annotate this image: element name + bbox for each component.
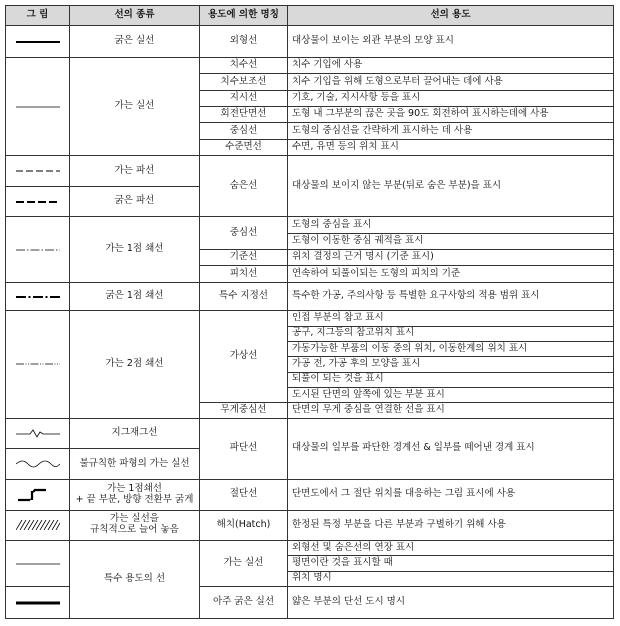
figure-thick-dash-dot xyxy=(6,282,70,311)
figure-special-thin xyxy=(6,541,70,587)
row-special-thin-1 xyxy=(6,541,614,556)
thick-dash-dot-line-icon xyxy=(16,293,60,301)
name-special-line: 특수 지정선 xyxy=(200,282,288,311)
row-cutting-plane xyxy=(6,479,614,510)
use-reference-line: 위치 결정의 근거 명시 (기준 표시) xyxy=(288,250,614,266)
use-centroid-line: 단면의 무게 중심을 연결한 선을 표시 xyxy=(288,403,614,418)
special-thin-solid-line-icon xyxy=(16,561,60,567)
header-use: 선의 용도 xyxy=(288,6,614,26)
name-center-line: 중심선 xyxy=(200,217,288,250)
type-zigzag: 지그재그선 xyxy=(70,418,200,449)
name-hatching: 해치(Hatch) xyxy=(200,510,288,541)
header-line-type: 선의 종류 xyxy=(70,6,200,26)
thick-dashed-line-icon xyxy=(16,198,60,206)
type-thin-dash-dot-dot: 가는 2점 쇄선 xyxy=(70,311,200,418)
row-hatching xyxy=(6,510,614,541)
use-pitch-line: 연속하여 되풀이되는 도형의 피치의 기준 xyxy=(288,266,614,282)
wavy-line-icon xyxy=(16,459,60,469)
name-short-center-line: 중심선 xyxy=(200,123,288,139)
name-hidden-line: 숨은선 xyxy=(200,156,288,217)
use-special-thin-1: 외형선 및 숨은선의 연장 표시 xyxy=(288,541,614,556)
name-outline: 외형선 xyxy=(200,26,288,58)
name-revolved-section-line: 회전단면선 xyxy=(200,107,288,123)
figure-cutting-plane xyxy=(6,479,70,510)
line-types-table xyxy=(5,5,614,619)
header-figure: 그 림 xyxy=(6,6,70,26)
name-centroid-line: 무게중심선 xyxy=(200,403,288,418)
name-special-thin: 가는 실선 xyxy=(200,541,288,587)
type-cutting-plane: 가는 1점쇄선 + 끝 부분, 방향 전환부 굵게 xyxy=(70,479,200,510)
use-phantom-6: 도시된 단면의 앞쪽에 있는 부분 표시 xyxy=(288,387,614,402)
use-level-line: 수면, 유면 등의 위치 표시 xyxy=(288,139,614,155)
figure-thin-dashed xyxy=(6,156,70,187)
use-phantom-3: 가동가능한 부품의 이동 중의 위치, 이동한계의 위치 표시 xyxy=(288,342,614,357)
use-leader-line: 기호, 기술, 지시사항 등을 표시 xyxy=(288,90,614,106)
type-thin-dash-dot: 가는 1점 쇄선 xyxy=(70,217,200,282)
figure-special-thick xyxy=(6,587,70,619)
use-phantom-4: 가공 전, 가공 후의 모양을 표시 xyxy=(288,357,614,372)
name-phantom-line: 가상선 xyxy=(200,311,288,403)
type-thin-dashed: 가는 파선 xyxy=(70,156,200,187)
use-revolved-section-line: 도형 내 그부분의 끊은 곳을 90도 회전하여 표시하는데에 사용 xyxy=(288,107,614,123)
use-center-line-1: 도형의 중심을 표시 xyxy=(288,217,614,233)
row-zigzag xyxy=(6,418,614,449)
use-phantom-2: 공구, 지그등의 참고위치 표시 xyxy=(288,326,614,341)
figure-thick-dashed xyxy=(6,186,70,217)
name-leader-line: 지시선 xyxy=(200,90,288,106)
row-phantom-1 xyxy=(6,311,614,326)
row-thin-dashed xyxy=(6,156,614,187)
zigzag-line-icon xyxy=(16,428,60,438)
extra-thick-solid-line-icon xyxy=(16,599,60,607)
use-extension-line: 치수 기입을 위해 도형으로부터 끌어내는 데에 사용 xyxy=(288,74,614,90)
use-center-line-2: 도형이 이동한 중심 궤적을 표시 xyxy=(288,233,614,249)
use-special-thin-2: 평면이란 것을 표시할 때 xyxy=(288,556,614,571)
name-pitch-line: 피치선 xyxy=(200,266,288,282)
figure-zigzag xyxy=(6,418,70,449)
type-thick-solid: 굵은 실선 xyxy=(70,26,200,58)
cutting-plane-line-icon xyxy=(16,487,60,503)
use-special-thin-3: 위치 명시 xyxy=(288,571,614,586)
row-dimension-line xyxy=(6,58,614,74)
type-special-use: 특수 용도의 선 xyxy=(70,541,200,619)
hatching-icon xyxy=(16,520,60,530)
figure-thin-dash-dot xyxy=(6,217,70,282)
figure-thin-solid xyxy=(6,58,70,156)
use-dimension-line: 치수 기입에 사용 xyxy=(288,58,614,74)
type-wavy: 불규칙한 파형의 가는 실선 xyxy=(70,449,200,480)
row-outline xyxy=(6,26,614,58)
use-hidden-line: 대상물의 보이지 않는 부분(뒤로 숨은 부분)을 표시 xyxy=(288,156,614,217)
use-special-thick: 얇은 부분의 단선 도시 명시 xyxy=(288,587,614,619)
use-phantom-1: 인접 부분의 참고 표시 xyxy=(288,311,614,326)
thin-dash-dot-dot-line-icon xyxy=(16,361,60,367)
type-hatching: 가는 실선을 규칙적으로 늘어 놓음 xyxy=(70,510,200,541)
figure-wavy xyxy=(6,449,70,480)
use-outline: 대상물이 보이는 외관 부분의 모양 표시 xyxy=(288,26,614,58)
type-thick-dash-dot: 굵은 1점 쇄선 xyxy=(70,282,200,311)
thin-dash-dot-line-icon xyxy=(16,247,60,253)
figure-thick-solid xyxy=(6,26,70,58)
thin-dashed-line-icon xyxy=(16,168,60,174)
name-cutting-plane: 절단선 xyxy=(200,479,288,510)
name-break-line: 파단선 xyxy=(200,418,288,479)
name-special-thick: 아주 굵은 실선 xyxy=(200,587,288,619)
use-break-line: 대상물의 일부를 파단한 경계선 & 일부를 떼어낸 경계 표시 xyxy=(288,418,614,479)
header-name: 용도에 의한 명칭 xyxy=(200,6,288,26)
header-row xyxy=(6,6,614,26)
use-special-line: 특수한 가공, 주의사항 등 특별한 요구사항의 적용 범위 표시 xyxy=(288,282,614,311)
row-special-line xyxy=(6,282,614,311)
figure-hatching xyxy=(6,510,70,541)
row-center-line-1 xyxy=(6,217,614,233)
name-reference-line: 기준선 xyxy=(200,250,288,266)
type-thick-dashed: 굵은 파선 xyxy=(70,186,200,217)
use-hatching: 한정된 특정 부분을 다른 부분과 구별하기 위해 사용 xyxy=(288,510,614,541)
use-phantom-5: 되풀이 되는 것을 표시 xyxy=(288,372,614,387)
name-dimension-line: 치수선 xyxy=(200,58,288,74)
thick-solid-line-icon xyxy=(16,38,60,46)
figure-thin-dash-dot-dot xyxy=(6,311,70,418)
type-thin-solid: 가는 실선 xyxy=(70,58,200,156)
thin-solid-line-icon xyxy=(16,104,60,110)
use-short-center-line: 도형의 중심선을 간략하게 표시하는 데 사용 xyxy=(288,123,614,139)
name-extension-line: 치수보조선 xyxy=(200,74,288,90)
name-level-line: 수준면선 xyxy=(200,139,288,155)
use-cutting-plane: 단면도에서 그 절단 위치를 대응하는 그림 표시에 사용 xyxy=(288,479,614,510)
